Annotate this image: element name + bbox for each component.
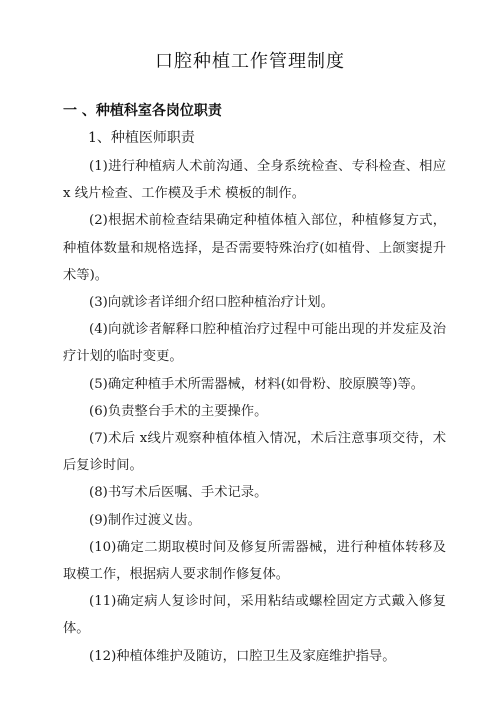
document-title: 口腔种植工作管理制度	[155, 51, 345, 72]
duty-list	[63, 153, 446, 670]
section-heading: 一 、种植科室各岗位职责	[63, 103, 222, 119]
duty-item-7: (7)术后 x线片观察种植体植入情况，术后注意事项交待，术后复诊时间。	[63, 431, 446, 474]
duty-item-10: (10)确定二期取模时间及修复所需器械，进行种植体转移及取模工作，根据病人要求制作修复体。	[63, 539, 446, 583]
duty-item-9: (9)制作过渡义齿。	[89, 512, 201, 528]
sub-heading: 1、种植医师职责	[88, 130, 195, 146]
duty-item-6: (6)负责整台手术的主要操作。	[89, 403, 268, 419]
duty-item-2: (2)根据术前检查结果确定种植体植入部位，种植修复方式，种植体数量和规格选择，是否需要特殊治疗(如植骨、上颌窦提升术等)。	[63, 213, 446, 283]
duty-item-1: (1)进行种植病人术前沟通、全身系统检查、专科检查、相应 x 线片检查、工作模及手术 模板的制作。	[63, 159, 446, 202]
duty-item-4: (4)向就诊者解释口腔种植治疗过程中可能出现的并发症及治疗计划的临时变更。	[63, 322, 446, 365]
duty-item-8: (8)书写术后医嘱、手术记录。	[89, 485, 268, 501]
duty-item-11: (11)确定病人复诊时间，采用粘结或螺栓固定方式戴入修复体。	[63, 594, 446, 637]
duty-item-12: (12)种植体维护及随访，口腔卫生及家庭维护指导。	[89, 648, 396, 664]
duty-item-3: (3)向就诊者详细介绍口腔种植治疗计划。	[89, 295, 334, 311]
duty-item-5: (5)确定种植手术所需器械，材料(如骨粉、胶原膜等)等。	[89, 376, 425, 392]
